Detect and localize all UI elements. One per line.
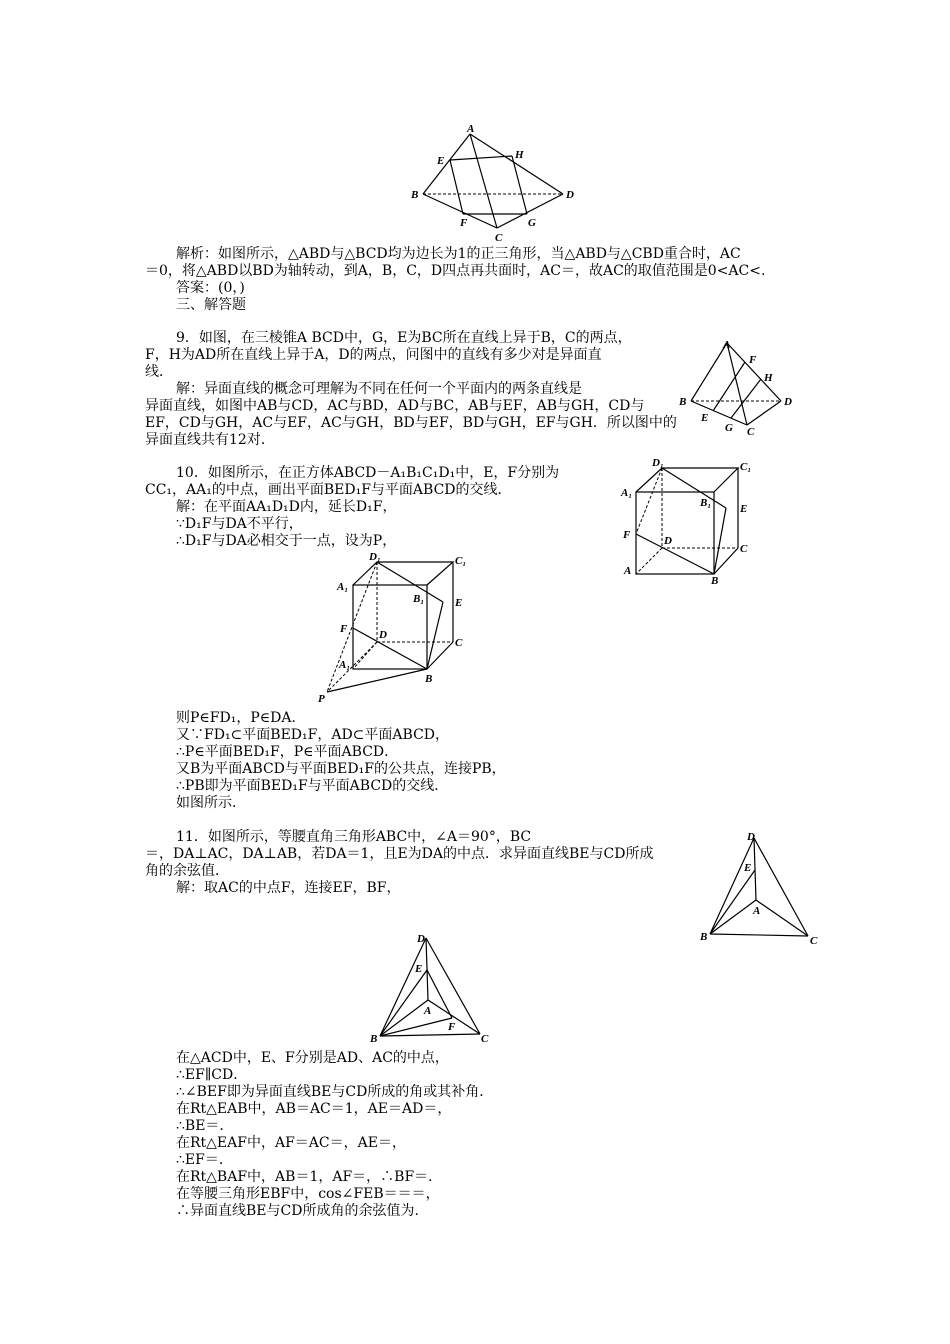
label-c: C [810,935,818,947]
label-b1: B₁ [700,497,712,509]
q11-question-line3: 角的余弦值． [145,863,229,879]
q10-solution-line5: 又∵FD₁⊂平面BED₁F，AD⊂平面ABCD， [176,727,449,743]
figure-tetrahedron [675,335,800,435]
label-e: E [455,597,463,609]
q10-question-line2: CC₁，AA₁的中点，画出平面BED₁F与平面ABCD的交线． [145,482,512,498]
q8-analysis-line2: ＝0，将△ABD以BD为轴转动，到A，B，C，D四点再共面时，AC＝，故AC的取值范围是0<AC<. [145,263,766,279]
label-f: F [460,217,468,229]
q9-question-line1: 9．如图，在三棱锥A BCD中，G，E为BC所在直线上异于B，C的两点， [176,330,632,346]
q11-solution-line9: 在Rt△BAF中，AB＝1，AF＝，∴BF＝． [176,1169,443,1185]
label-f: F [749,354,757,366]
label-a: A [624,565,632,577]
q11-solution-line7: 在Rt△EAF中，AF＝AC＝，AE＝， [176,1135,406,1151]
figure-rhombus-abcd [405,122,585,242]
q9-solution-line1: 解：异面直线的概念可理解为不同在任何一个平面内的两条直线是 [176,381,582,397]
label-f: F [448,1021,456,1033]
label-e: E [740,503,748,515]
label-d1: D₁ [652,457,664,469]
label-b: B [370,1033,378,1045]
label-a1: A₁ [337,581,349,593]
q10-solution-line4: 则P∈FD₁，P∈DA． [176,710,306,726]
figure-pyramid [698,828,828,948]
label-a: A [424,1005,432,1017]
label-e: E [744,862,752,874]
q11-solution-line10: 在等腰三角形EBF中，cos∠FEB＝＝＝， [176,1186,440,1202]
label-b: B [700,931,708,943]
section-heading: 三、解答题 [176,297,246,313]
q11-solution-line8: ∴EF＝． [176,1152,233,1168]
label-d: D [664,535,672,547]
label-d: D [784,396,792,408]
q11-question-line2: ＝，DA⊥AC，DA⊥AB，若DA＝1，且E为DA的中点．求异面直线BE与CD所成 [145,846,654,862]
label-b1: B₁ [413,593,425,605]
q11-solution-line5: 在Rt△EAB中，AB＝AC＝1，AE＝AD＝， [176,1101,452,1117]
q9-question-line3: 线． [145,364,173,380]
label-d1: D₁ [369,551,381,563]
label-b: B [425,673,433,685]
label-d: D [747,831,755,843]
q8-answer: 答案：(0，) [176,280,245,296]
q10-solution-line1: 解：在平面AA₁D₁D内，延长D₁F， [176,499,397,515]
label-f: F [623,529,631,541]
label-e: E [437,155,445,167]
label-c: C [747,426,755,435]
label-e: E [701,412,709,424]
label-a1: A₁ [621,487,633,499]
label-a: A [467,123,475,135]
label-e: E [415,963,423,975]
q10-solution-line6: ∴P∈平面BED₁F，P∈平面ABCD． [176,744,399,760]
label-g: G [725,422,733,434]
label-a: A [723,339,731,351]
label-b: B [679,396,687,408]
label-d: D [417,933,425,945]
label-b: B [411,189,419,201]
cube-edges [636,468,738,574]
label-h: H [764,372,773,384]
label-a: A₁ [339,659,351,671]
q9-solution-line3: EF，CD与GH，AC与EF，AC与GH，BD与EF，BD与GH，EF与GH．所以图中的 [145,415,677,431]
label-c1: C₁ [455,555,467,567]
label-c1: C₁ [740,461,752,473]
pyramid-solution-edges [380,938,480,1036]
label-p: P [318,693,325,705]
q9-solution-line4: 异面直线共有12对． [145,432,275,448]
q11-solution-line11: ∴异面直线BE与CD所成角的余弦值为. [176,1203,419,1219]
pyramid-edges [710,838,808,936]
label-c: C [495,232,503,242]
q11-question-line1: 11．如图所示，等腰直角三角形ABC中，∠A＝90°，BC [176,829,532,845]
label-g: G [528,217,536,229]
label-c: C [481,1033,489,1045]
label-f: F [340,623,348,635]
q8-analysis-line1: 解析：如图所示，△ABD与△BCD均为边长为1的正三角形，当△ABD与△CBD重合时，AC [176,246,741,262]
q9-question-line2: F，H为AD所在直线上异于A，D的两点，问图中的直线有多少对是异面直 [145,347,602,363]
label-h: H [515,149,524,161]
q10-question-line1: 10．如图所示，在正方体ABCD－A₁B₁C₁D₁中，E，F分别为 [176,465,560,481]
q11-solution-line6: ∴BE＝． [176,1118,234,1134]
q11-solution-line4: ∴∠BEF即为异面直线BE与CD所成的角或其补角． [176,1084,494,1100]
q10-solution-line9: 如图所示． [176,795,246,811]
rhombus-edges [423,134,563,228]
figure-pyramid-solution [368,930,498,1048]
label-c: C [740,543,748,555]
q9-solution-line2: 异面直线，如图中AB与CD，AC与BD，AD与BC，AB与EF，AB与GH，CD与 [145,398,645,414]
q11-solution-line1: 解：取AC的中点F，连接EF，BF， [176,880,401,896]
figure-cube-intersection [315,550,475,705]
label-d: D [379,629,387,641]
q11-solution-line3: ∴EF∥CD． [176,1067,248,1083]
label-b: B [711,575,719,584]
label-c: C [455,637,463,649]
q10-solution-line3: ∴D₁F与DA必相交于一点，设为P， [176,533,397,549]
figure-cube [618,456,758,584]
label-a: A [753,905,761,917]
label-d: D [566,189,574,201]
q11-solution-line2: 在△ACD中，E、F分别是AD、AC的中点， [176,1050,449,1066]
q10-solution-line8: ∴PB即为平面BED₁F与平面ABCD的交线． [176,778,449,794]
q10-solution-line7: 又B为平面ABCD与平面BED₁F的公共点，连接PB， [176,761,506,777]
q10-solution-line2: ∵D₁F与DA不平行， [176,516,303,532]
